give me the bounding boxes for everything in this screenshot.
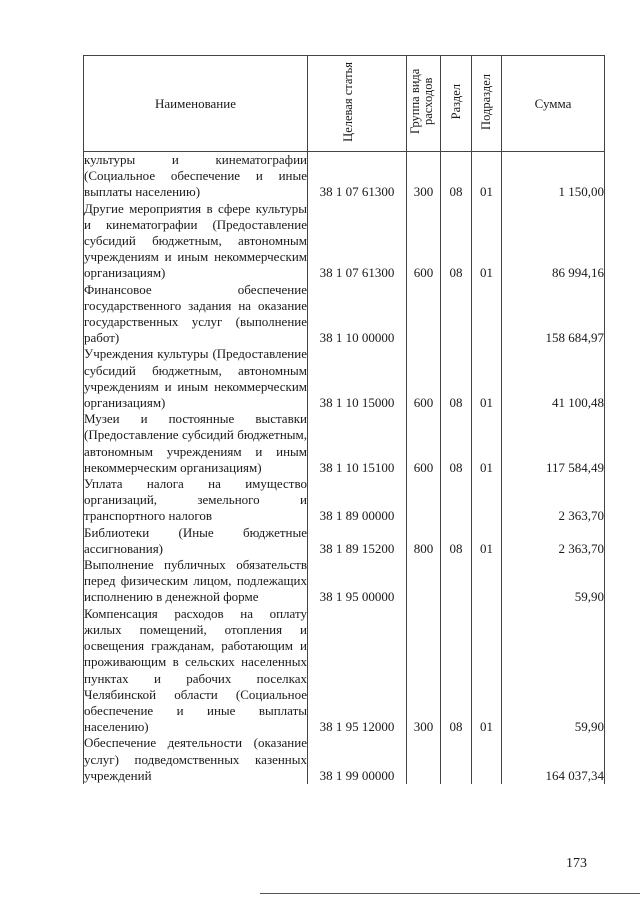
footer-rule [260,893,640,894]
table-row [84,525,605,557]
table-row [84,557,605,606]
table-row [84,411,605,476]
header-target-label: Целевая статья [341,61,355,142]
header-subsection-label: Подраздел [479,73,493,130]
row-target: 38 1 99 00000 [308,735,407,784]
row-name: Обеспечение деятельности (оказание услуг) подведомственных казенных учреждений [84,735,307,783]
row-name: Музеи и постоянные выставки (Предоставление субсидий бюджетным, автономным учреждениям и иным некоммерческим организациям) [84,411,307,475]
row-group: 600 [407,411,441,476]
row-section: 08 [441,346,472,411]
row-target: 38 1 10 15000 [308,346,407,411]
row-sum: 41 100,48 [502,346,605,411]
row-name: Другие мероприятия в сфере культуры и кинематографии (Предоставление субсидий бюджетным, автономным учреждениям и иным некоммерческим организациям) [84,200,307,281]
row-target: 38 1 89 15200 [308,525,407,557]
row-target: 38 1 95 00000 [308,557,407,606]
row-section: 08 [441,201,472,282]
header-group-label: Группа вида расходов [407,68,435,135]
row-sum: 1 150,00 [502,152,605,201]
row-sum: 117 584,49 [502,411,605,476]
row-subsection: 01 [472,152,502,201]
row-group [407,282,441,347]
header-name: Наименование [84,56,308,152]
row-name: культуры и кинематографии (Социальное обеспечение и иные выплаты населению) [84,152,307,200]
table-row [84,735,605,784]
row-sum: 86 994,16 [502,201,605,282]
row-section: 08 [441,411,472,476]
table-row [84,346,605,411]
row-sum: 59,90 [502,606,605,736]
row-section: 08 [441,152,472,201]
header-section [441,56,472,152]
row-group: 600 [407,201,441,282]
page-number: 173 [566,856,587,871]
header-subsection [472,56,502,152]
row-sum: 2 363,70 [502,476,605,525]
header-section-label: Раздел [448,83,463,120]
table-row [84,152,605,201]
table-row [84,201,605,282]
header-target [308,56,407,152]
header-sum: Сумма [502,56,605,152]
row-section [441,557,472,606]
row-group: 300 [407,152,441,201]
row-group: 600 [407,346,441,411]
table-row [84,606,605,736]
budget-table [83,55,605,784]
row-target: 38 1 95 12000 [308,606,407,736]
row-group: 300 [407,606,441,736]
row-name: Финансовое обеспечение государственного задания на оказание государственных услуг (выполнение работ) [84,281,307,346]
row-name: Библиотеки (Иные бюджетные ассигнования) [84,524,307,556]
row-target: 38 1 07 61300 [308,152,407,201]
row-subsection [472,557,502,606]
row-name: Уплата налога на имущество организаций, земельного и транспортного налогов [84,476,307,524]
row-subsection: 01 [472,525,502,557]
row-sum: 158 684,97 [502,282,605,347]
row-name: Выполнение публичных обязательств перед физическим лицом, подлежащих исполнению в денежной форме [84,557,307,605]
table-row [84,282,605,347]
header-row [84,56,605,152]
row-target: 38 1 07 61300 [308,201,407,282]
row-name: Компенсация расходов на оплату жилых помещений, отопления и освещения гражданам, работающим и проживающим в сельских населенных пунктах и рабочих поселках Челябинской области (Социальное обеспечение и иные выплаты населению) [84,605,307,735]
row-subsection: 01 [472,606,502,736]
row-sum: 59,90 [502,557,605,606]
row-subsection [472,735,502,784]
row-section [441,476,472,525]
row-group [407,476,441,525]
row-target: 38 1 10 00000 [308,282,407,347]
row-section [441,282,472,347]
row-subsection: 01 [472,201,502,282]
row-section: 08 [441,606,472,736]
table-row [84,476,605,525]
row-section [441,735,472,784]
header-group [407,56,441,152]
row-subsection: 01 [472,411,502,476]
row-target: 38 1 89 00000 [308,476,407,525]
row-sum: 164 037,34 [502,735,605,784]
row-subsection [472,476,502,525]
row-name: Учреждения культуры (Предоставление субсидий бюджетным, автономным учреждениям и иным некоммерческим организациям) [84,346,307,411]
row-target: 38 1 10 15100 [308,411,407,476]
row-group: 800 [407,525,441,557]
row-group [407,557,441,606]
row-subsection [472,282,502,347]
row-sum: 2 363,70 [502,525,605,557]
row-group [407,735,441,784]
row-section: 08 [441,525,472,557]
row-subsection: 01 [472,346,502,411]
